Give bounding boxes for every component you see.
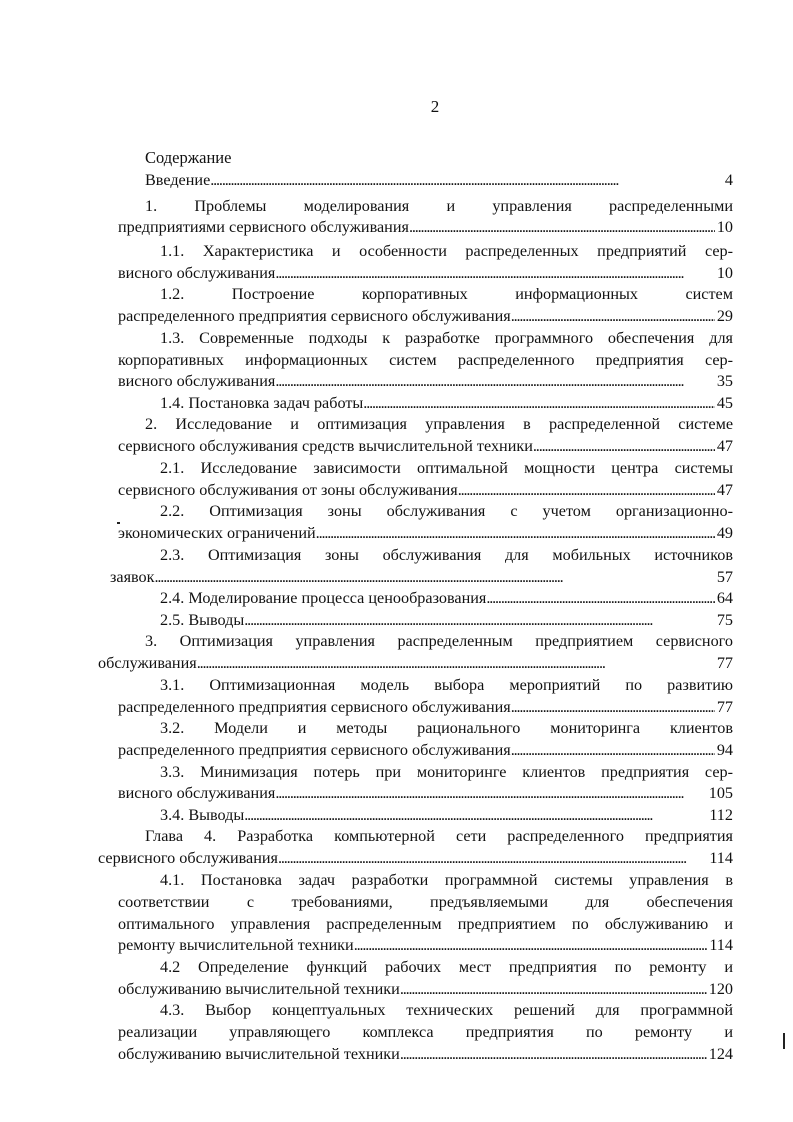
toc-entry-line-with-page	[160, 805, 733, 825]
toc-entry-line: 2.3. Оптимизация зоны обслуживания для мобильных источников	[160, 546, 733, 564]
toc-entry-line-with-page	[98, 848, 733, 868]
toc-entry-line-with-page	[118, 371, 733, 391]
toc-entry-title: сервисного обслуживания от зоны обслуживания	[118, 481, 458, 499]
toc-entry-line: 2.1. Исследование зависимости оптимальной мощности центра системы	[160, 459, 733, 477]
dot-leader	[316, 523, 715, 543]
dot-leader	[354, 935, 708, 955]
dot-leader	[511, 697, 715, 717]
toc-entry-title: распределенного предприятия сервисного обслуживания	[118, 307, 511, 325]
dot-leader	[511, 306, 715, 326]
dot-leader	[533, 436, 715, 456]
dot-leader	[275, 783, 706, 803]
scan-speck	[117, 522, 120, 524]
toc-entry-line: 1.3. Современные подходы к разработке программного обеспечения для	[160, 329, 733, 347]
toc-entry-line: 2.2. Оптимизация зоны обслуживания с учетом организационно-	[160, 502, 733, 520]
toc-entry-line-with-page	[118, 217, 733, 237]
toc-page-number: 49	[716, 524, 733, 542]
toc-entry-line: 3. Оптимизация управления распределенным предприятием сервисного	[145, 632, 733, 650]
toc-page-number: 114	[709, 936, 733, 954]
toc-entry-title: Введение	[145, 171, 211, 189]
dot-leader	[244, 610, 715, 630]
toc-entry-line: 3.3. Минимизация потерь при мониторинге клиентов предприятия сер-	[160, 763, 733, 781]
page-number: 2	[430, 97, 440, 116]
dot-leader	[486, 588, 714, 608]
scan-speck	[783, 1033, 785, 1049]
toc-page-number: 124	[708, 1045, 733, 1063]
toc-page-number: 57	[716, 568, 733, 586]
toc-page-number: 77	[716, 654, 733, 672]
toc-entry-title: висного обслуживания	[118, 372, 276, 390]
toc-entry-title: предприятиями сервисного обслуживания	[118, 218, 409, 236]
dot-leader	[511, 740, 715, 760]
toc-entry-line: 4.1. Постановка задач разработки программной системы управления в	[160, 871, 733, 889]
toc-page-number: 35	[716, 372, 733, 390]
toc-entry-line: оптимального управления распределенным предприятием по обслуживанию и	[118, 915, 733, 933]
toc-entry-title: сервисного обслуживания	[98, 849, 278, 867]
toc-entry-line-with-page	[118, 1044, 733, 1064]
toc-entry-title: распределенного предприятия сервисного обслуживания	[118, 698, 511, 716]
toc-entry-line: 4.2 Определение функций рабочих мест предприятия по ремонту и	[160, 958, 733, 976]
dot-leader	[155, 567, 715, 587]
toc-entry-title: 3.4. Выводы	[160, 806, 245, 824]
toc-entry-line: Глава 4. Разработка компьютерной сети распределенного предприятия	[145, 827, 733, 845]
dot-leader	[210, 170, 723, 190]
toc-page-number: 105	[708, 784, 733, 802]
dot-leader	[275, 263, 714, 283]
toc-entry-title: 2.4. Моделирование процесса ценообразования	[160, 589, 487, 607]
dot-leader	[197, 653, 715, 673]
toc-entry-title: обслуживанию вычислительной техники	[118, 980, 400, 998]
toc-entry-line-with-page	[160, 393, 733, 413]
toc-entry-title: висного обслуживания	[118, 264, 276, 282]
toc-page-number: 75	[716, 611, 733, 629]
toc-entry-line: реализации управляющего комплекса предприятия по ремонту и	[118, 1023, 733, 1041]
dot-leader	[363, 393, 715, 413]
toc-entry-title: обслуживанию вычислительной техники	[118, 1045, 400, 1063]
dot-leader	[400, 979, 707, 999]
dot-leader	[244, 805, 707, 825]
toc-entry-line-with-page	[160, 610, 733, 630]
toc-entry-line: 3.1. Оптимизационная модель выбора мероприятий по развитию	[160, 676, 733, 694]
toc-entry-line-with-page	[110, 567, 733, 587]
toc-page-number: 94	[716, 741, 733, 759]
toc-page-number: 10	[716, 264, 733, 282]
toc-entry-line-with-page	[118, 740, 733, 760]
toc-entry-title: экономических ограничений	[118, 524, 316, 542]
toc-entry-line-with-page	[118, 306, 733, 326]
toc-page-number: 45	[716, 394, 733, 412]
toc-entry-title: 1.4. Постановка задач работы	[160, 394, 364, 412]
toc-entry-title: сервисного обслуживания средств вычислительной техники	[118, 437, 533, 455]
toc-entry-line: корпоративных информационных систем распределенного предприятия сер-	[118, 351, 733, 369]
toc-page-number: 64	[716, 589, 733, 607]
dot-leader	[458, 480, 715, 500]
toc-entry-line: 4.3. Выбор концептуальных технических решений для программной	[160, 1001, 733, 1019]
toc-page-number: 47	[716, 481, 733, 499]
toc-entry-title: 2.5. Выводы	[160, 611, 245, 629]
toc-page-number: 77	[716, 698, 733, 716]
toc-entry-title: висного обслуживания	[118, 784, 276, 802]
toc-entry-title: ремонту вычислительной техники	[118, 936, 354, 954]
toc-entry-title: обслуживания	[98, 654, 197, 672]
toc-entry-line-with-page	[118, 523, 733, 543]
toc-entry-line: 1.1. Характеристика и особенности распределенных предприятий сер-	[160, 242, 733, 260]
toc-entry-title: заявок	[110, 568, 155, 586]
toc-entry-line-with-page	[118, 263, 733, 283]
toc-page-number: 120	[708, 980, 733, 998]
toc-entry-line-with-page	[118, 935, 733, 955]
dot-leader	[409, 217, 715, 237]
toc-heading: Содержание	[145, 148, 232, 167]
toc-entry-title: распределенного предприятия сервисного обслуживания	[118, 741, 511, 759]
toc-page-number: 114	[709, 849, 733, 867]
toc-entry-line-with-page	[118, 697, 733, 717]
toc-entry-line-with-page	[98, 653, 733, 673]
toc-page-number: 47	[716, 437, 733, 455]
toc-entry-line-with-page	[118, 979, 733, 999]
toc-page-number: 10	[716, 218, 733, 236]
toc-entry-line: 3.2. Модели и методы рационального мониторинга клиентов	[160, 719, 733, 737]
toc-entry-line-with-page	[118, 783, 733, 803]
dot-leader	[275, 371, 714, 391]
toc-entry-line: 1.2. Построение корпоративных информационных систем	[160, 285, 733, 303]
toc-entry-line: соответствии с требованиями, предъявляемыми для обеспечения	[118, 893, 733, 911]
toc-page-number: 29	[716, 307, 733, 325]
toc-entry-line: 1. Проблемы моделирования и управления распределенными	[145, 197, 733, 215]
dot-leader	[278, 848, 707, 868]
toc-entry-line: 2. Исследование и оптимизация управления в распределенной системе	[145, 415, 733, 433]
toc-entry-line-with-page	[118, 436, 733, 456]
dot-leader	[400, 1044, 707, 1064]
toc-entry-line-with-page	[145, 170, 733, 190]
toc-page-number: 112	[709, 806, 733, 824]
toc-entry-line-with-page	[160, 588, 733, 608]
toc-page-number: 4	[724, 171, 733, 189]
toc-entry-line-with-page	[118, 480, 733, 500]
